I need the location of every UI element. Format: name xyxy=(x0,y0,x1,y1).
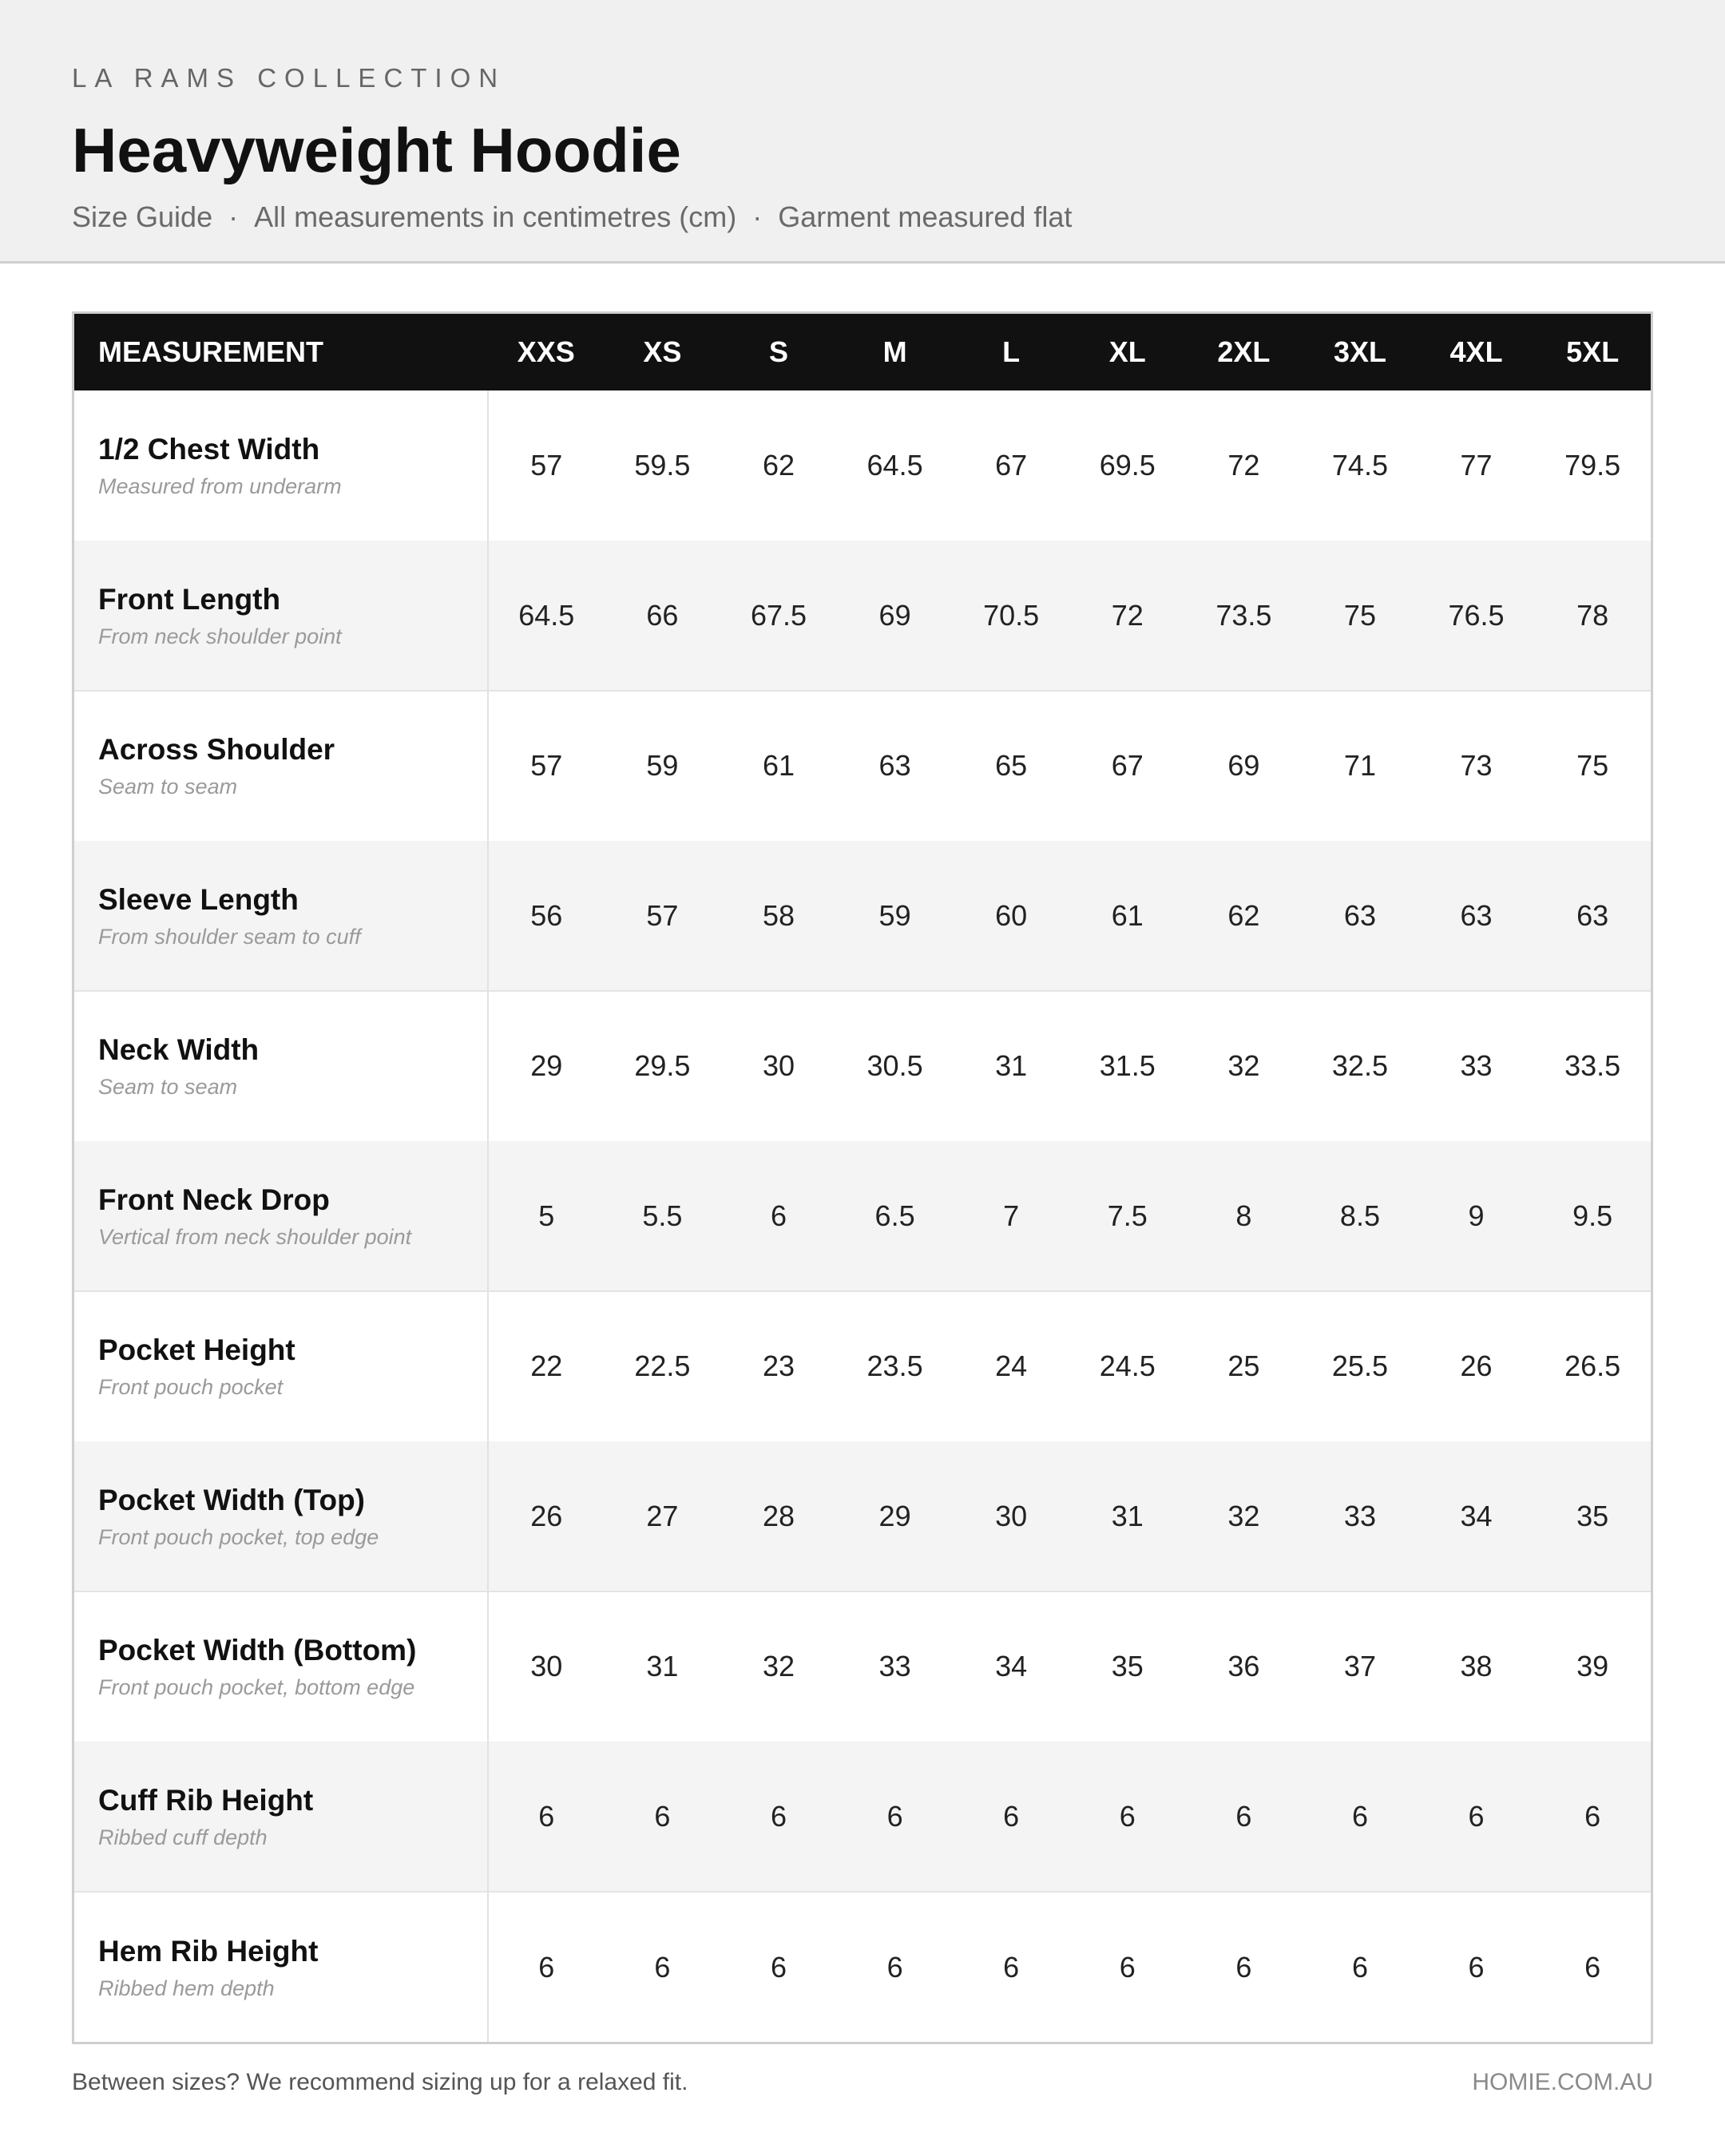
table-cell: 32.5 xyxy=(1331,1049,1388,1082)
table-cell: 56 xyxy=(530,899,563,932)
table-cell: 8.5 xyxy=(1339,1199,1380,1232)
table-cell: 26 xyxy=(1460,1349,1493,1382)
table-cell: 6 xyxy=(1003,1950,1020,1984)
table-cell: 8 xyxy=(1235,1199,1252,1232)
table-cell: 5 xyxy=(538,1199,555,1232)
table-cell: 6 xyxy=(1235,1800,1252,1833)
table-cell: 6 xyxy=(1351,1800,1368,1833)
page-subtitle xyxy=(72,200,1072,235)
table-cell: 75 xyxy=(1343,599,1376,632)
footer-site: HOMIE.COM.AU xyxy=(1472,2069,1653,2095)
table-cell: 59 xyxy=(878,899,911,932)
table-cell: 29 xyxy=(530,1049,563,1082)
measurement-label-cell xyxy=(74,1291,488,1441)
table-cell: 6.5 xyxy=(874,1199,915,1232)
column-header-size: 2XL xyxy=(1217,335,1271,368)
table-cell: 5.5 xyxy=(642,1199,683,1232)
table-cell: 39 xyxy=(1576,1650,1609,1682)
table-cell: 61 xyxy=(762,749,795,782)
table-cell: 33 xyxy=(878,1650,911,1682)
table-cell: 67 xyxy=(995,448,1028,482)
table-cell: 78 xyxy=(1576,599,1609,632)
table-cell: 27 xyxy=(646,1500,679,1532)
table-cell: 57 xyxy=(530,749,563,782)
measurement-name: Sleeve Length xyxy=(98,883,299,916)
subtitle-part-units: All measurements in centimetres (cm) xyxy=(254,200,737,233)
measurement-label-cell xyxy=(74,991,488,1141)
table-cell: 28 xyxy=(762,1500,795,1532)
measurement-name: Front Length xyxy=(98,583,281,616)
measurement-note: Ribbed hem depth xyxy=(98,1976,275,2000)
measurement-label-cell xyxy=(74,1591,488,1742)
table-cell: 32 xyxy=(1227,1049,1260,1082)
table-cell: 38 xyxy=(1460,1650,1493,1682)
table-cell: 31 xyxy=(995,1049,1028,1082)
measurement-name: Pocket Height xyxy=(98,1334,295,1366)
table-cell: 7.5 xyxy=(1107,1199,1148,1232)
subtitle-separator: · xyxy=(752,200,763,233)
table-cell: 73 xyxy=(1460,749,1493,782)
measurement-name: Front Neck Drop xyxy=(98,1183,330,1216)
table-cell: 9 xyxy=(1468,1199,1485,1232)
table-cell: 6 xyxy=(1235,1950,1252,1984)
table-cell: 35 xyxy=(1111,1650,1144,1682)
table-row xyxy=(74,1591,1651,1742)
measurement-label-cell xyxy=(74,390,488,541)
measurement-name: Pocket Width (Bottom) xyxy=(98,1634,417,1667)
column-header-size: XXS xyxy=(517,335,575,368)
table-row xyxy=(74,1742,1651,1892)
table-cell: 59 xyxy=(646,749,679,782)
table-cell: 6 xyxy=(538,1800,555,1833)
table-cell: 74.5 xyxy=(1331,448,1388,482)
table-cell: 6 xyxy=(1584,1800,1601,1833)
table-cell: 24.5 xyxy=(1099,1349,1156,1382)
column-header-measurement: MEASUREMENT xyxy=(98,335,324,368)
table-cell: 71 xyxy=(1343,749,1376,782)
table-cell: 62 xyxy=(762,448,795,482)
table-cell: 59.5 xyxy=(634,448,691,482)
table-cell: 63 xyxy=(878,749,911,782)
table-cell: 69 xyxy=(878,599,911,632)
table-row xyxy=(74,691,1651,841)
column-header-size: M xyxy=(882,335,907,368)
table-cell: 6 xyxy=(1468,1800,1485,1833)
table-cell: 6 xyxy=(770,1800,787,1833)
measurement-note: From shoulder seam to cuff xyxy=(98,925,361,949)
table-cell: 22.5 xyxy=(634,1349,691,1382)
table-cell: 58 xyxy=(762,899,795,932)
table-cell: 57 xyxy=(530,448,563,482)
table-cell: 31.5 xyxy=(1099,1049,1156,1082)
table-cell: 33.5 xyxy=(1564,1049,1621,1082)
table-cell: 69 xyxy=(1227,749,1260,782)
page-header xyxy=(0,0,1725,264)
table-cell: 75 xyxy=(1576,749,1609,782)
table-cell: 30 xyxy=(762,1049,795,1082)
table-row xyxy=(74,1291,1651,1441)
measurement-label-cell xyxy=(74,1441,488,1591)
column-header-size: XL xyxy=(1108,335,1146,368)
measurement-note: Front pouch pocket, bottom edge xyxy=(98,1675,415,1699)
measurement-name: Cuff Rib Height xyxy=(98,1784,314,1817)
subtitle-separator: · xyxy=(228,200,239,233)
measurement-name: 1/2 Chest Width xyxy=(98,432,320,466)
column-header-size: S xyxy=(768,335,788,368)
collection-eyebrow: LA RAMS COLLECTION xyxy=(72,63,506,93)
subtitle-part-size-guide: Size Guide xyxy=(72,200,213,233)
table-cell: 6 xyxy=(770,1199,787,1232)
table-cell: 6 xyxy=(1119,1950,1136,1984)
table-cell: 64.5 xyxy=(518,599,575,632)
table-cell: 32 xyxy=(1227,1500,1260,1532)
column-header-size: 5XL xyxy=(1566,335,1620,368)
table-header-row xyxy=(74,314,1651,390)
table-cell: 57 xyxy=(646,899,679,932)
table-cell: 69.5 xyxy=(1099,448,1156,482)
table-cell: 37 xyxy=(1343,1650,1376,1682)
table-cell: 6 xyxy=(1351,1950,1368,1984)
table-cell: 30 xyxy=(995,1500,1028,1532)
table-row xyxy=(74,1141,1651,1291)
table-cell: 77 xyxy=(1460,448,1493,482)
table-cell: 26.5 xyxy=(1564,1349,1621,1382)
table-cell: 33 xyxy=(1343,1500,1376,1532)
table-cell: 6 xyxy=(538,1950,555,1984)
table-row xyxy=(74,841,1651,991)
table-cell: 33 xyxy=(1460,1049,1493,1082)
column-header-size: 4XL xyxy=(1449,335,1503,368)
table-row xyxy=(74,1892,1651,2042)
table-cell: 25.5 xyxy=(1331,1349,1388,1382)
table-cell: 66 xyxy=(646,599,679,632)
measurement-note: From neck shoulder point xyxy=(98,624,342,648)
subtitle-part-method: Garment measured flat xyxy=(778,200,1073,233)
table-cell: 65 xyxy=(995,749,1028,782)
table-cell: 25 xyxy=(1227,1349,1260,1382)
table-cell: 6 xyxy=(1584,1950,1601,1984)
measurement-note: Ribbed cuff depth xyxy=(98,1825,268,1849)
table-body xyxy=(74,390,1651,2042)
table-cell: 22 xyxy=(530,1349,563,1382)
measurement-name: Pocket Width (Top) xyxy=(98,1484,365,1516)
table-cell: 6 xyxy=(886,1800,903,1833)
page-title: Heavyweight Hoodie xyxy=(72,115,681,185)
table-cell: 72 xyxy=(1227,448,1260,482)
table-cell: 34 xyxy=(1460,1500,1493,1532)
table-cell: 30.5 xyxy=(866,1049,923,1082)
table-cell: 32 xyxy=(762,1650,795,1682)
table-cell: 63 xyxy=(1343,899,1376,932)
column-header-size: XS xyxy=(643,335,682,368)
table-cell: 6 xyxy=(1119,1800,1136,1833)
measurement-label-cell xyxy=(74,1141,488,1291)
measurement-label-cell xyxy=(74,1892,488,2042)
footer-fit-note: Between sizes? We recommend sizing up for a relaxed fit. xyxy=(72,2069,688,2095)
measurement-note: Front pouch pocket, top edge xyxy=(98,1525,379,1549)
table-cell: 70.5 xyxy=(983,599,1040,632)
table-cell: 76.5 xyxy=(1448,599,1505,632)
size-guide-table xyxy=(72,311,1653,2044)
table-cell: 23.5 xyxy=(866,1349,923,1382)
table-cell: 7 xyxy=(1003,1199,1020,1232)
table-cell: 61 xyxy=(1111,899,1144,932)
table-row xyxy=(74,1441,1651,1591)
table-cell: 34 xyxy=(995,1650,1028,1682)
table-cell: 79.5 xyxy=(1564,448,1621,482)
table-cell: 6 xyxy=(654,1950,671,1984)
table-cell: 6 xyxy=(1468,1950,1485,1984)
table-cell: 31 xyxy=(1111,1500,1144,1532)
measurement-name: Across Shoulder xyxy=(98,733,335,766)
measurement-note: Vertical from neck shoulder point xyxy=(98,1225,412,1249)
table-cell: 29.5 xyxy=(634,1049,691,1082)
table-cell: 64.5 xyxy=(866,448,923,482)
table-cell: 31 xyxy=(646,1650,679,1682)
table-cell: 6 xyxy=(654,1800,671,1833)
table-cell: 29 xyxy=(878,1500,911,1532)
column-header-size: L xyxy=(1002,335,1021,368)
column-header-size: 3XL xyxy=(1333,335,1386,368)
table-cell: 67.5 xyxy=(750,599,807,632)
table-cell: 63 xyxy=(1576,899,1609,932)
table-cell: 73.5 xyxy=(1215,599,1272,632)
measurement-note: Seam to seam xyxy=(98,775,238,799)
measurement-note: Front pouch pocket xyxy=(98,1375,284,1399)
table-cell: 30 xyxy=(530,1650,563,1682)
measurement-note: Measured from underarm xyxy=(98,474,342,498)
measurement-name: Neck Width xyxy=(98,1033,260,1066)
table-cell: 6 xyxy=(770,1950,787,1984)
table-cell: 60 xyxy=(995,899,1028,932)
measurement-note: Seam to seam xyxy=(98,1075,238,1099)
table-cell: 6 xyxy=(1003,1800,1020,1833)
measurement-label-cell xyxy=(74,1742,488,1892)
measurement-label-cell xyxy=(74,691,488,841)
measurement-label-cell xyxy=(74,841,488,991)
table-cell: 26 xyxy=(530,1500,563,1532)
table-cell: 36 xyxy=(1227,1650,1260,1682)
table-cell: 23 xyxy=(762,1349,795,1382)
table-cell: 63 xyxy=(1460,899,1493,932)
table-cell: 24 xyxy=(995,1349,1028,1382)
table-cell: 62 xyxy=(1227,899,1260,932)
table-cell: 72 xyxy=(1111,599,1144,632)
table-row xyxy=(74,541,1651,691)
table-cell: 67 xyxy=(1111,749,1144,782)
measurement-name: Hem Rib Height xyxy=(98,1934,319,1968)
table-cell: 9.5 xyxy=(1572,1199,1613,1232)
measurement-label-cell xyxy=(74,541,488,691)
table-row xyxy=(74,991,1651,1141)
table-cell: 6 xyxy=(886,1950,903,1984)
table-row xyxy=(74,390,1651,541)
table-cell: 35 xyxy=(1576,1500,1609,1532)
